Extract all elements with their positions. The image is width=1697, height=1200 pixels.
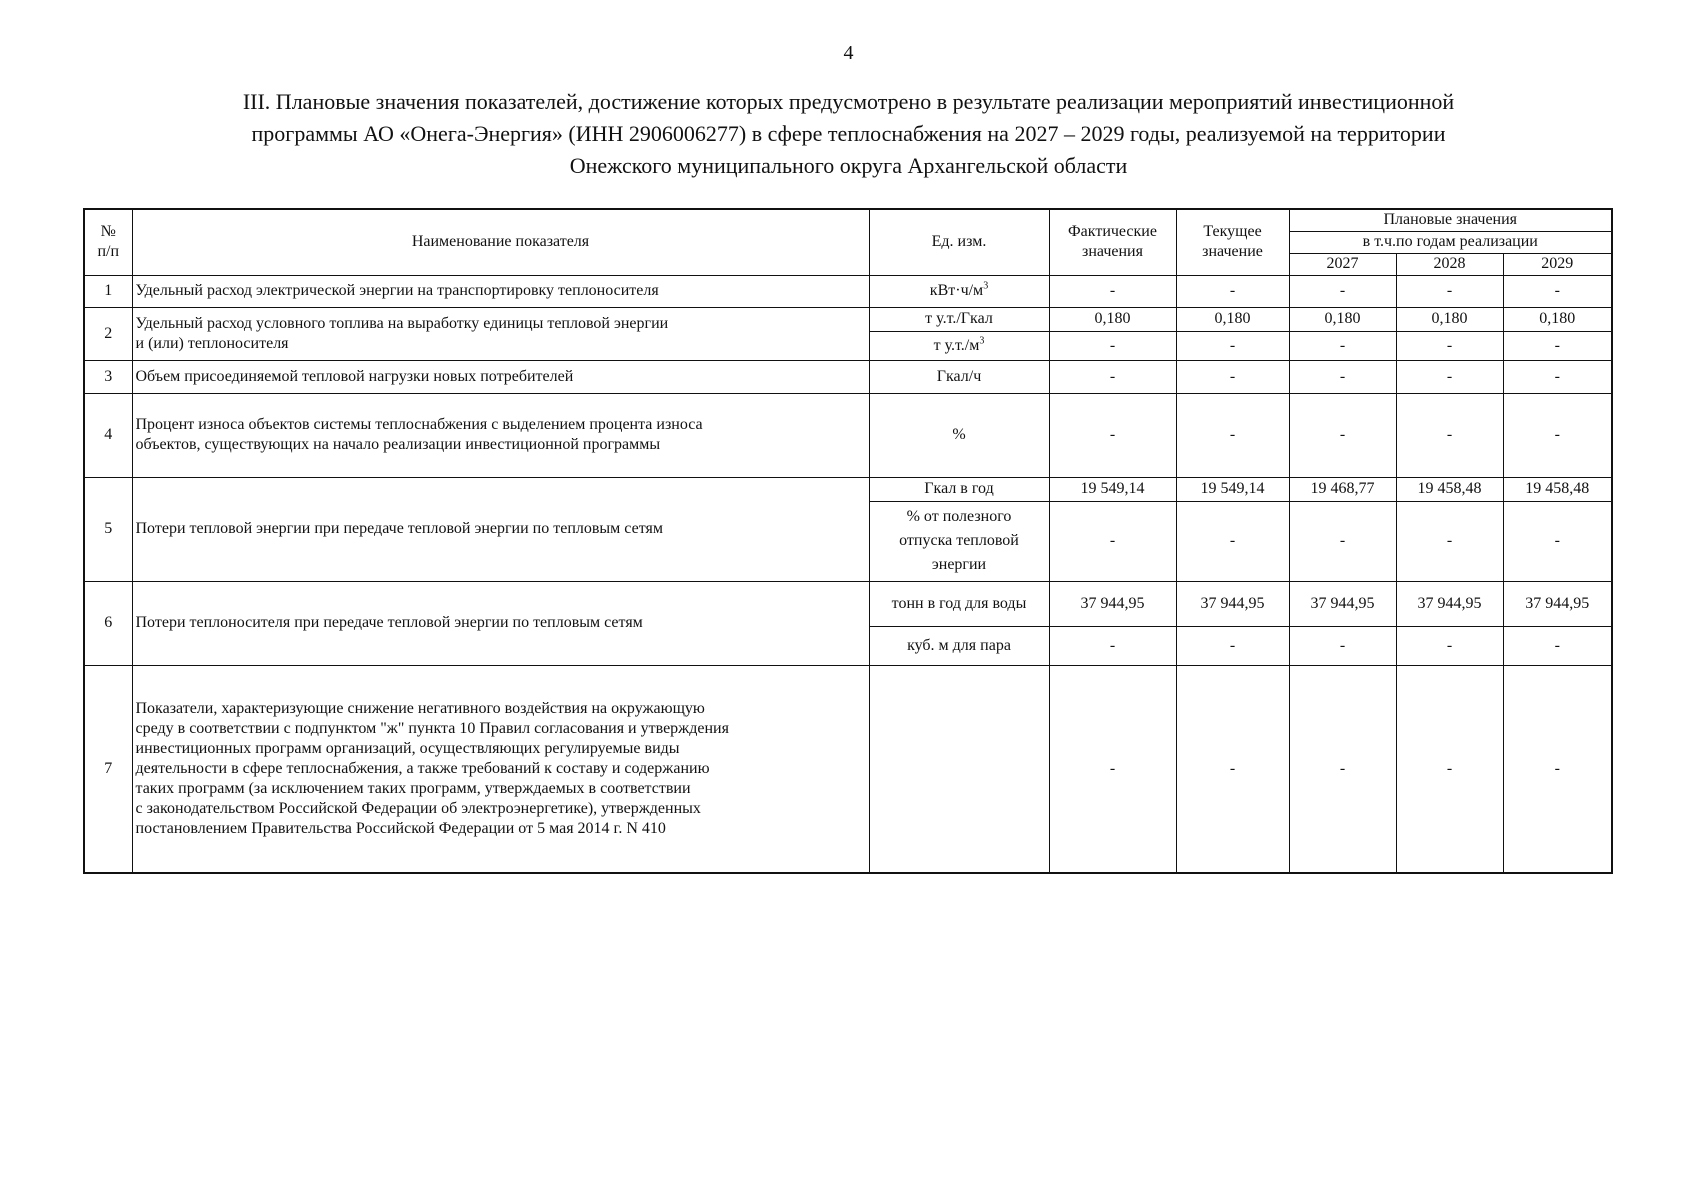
row-unit: т $у.т./м^3$	[869, 331, 1049, 360]
page-number: 4	[843, 42, 854, 64]
cell-2027: -	[1289, 501, 1396, 581]
header-year: 2028	[1396, 253, 1503, 275]
cell-2028: -	[1396, 393, 1503, 477]
cell-2027: 0,180	[1289, 307, 1396, 331]
title-line: программы АО «Онега-Энергия» (ИНН 2906006277) в сфере теплоснабжения на 2027 – 2029 годы, реализуемой на территории	[251, 121, 1446, 146]
cell-2029: -	[1503, 275, 1612, 307]
cell-current: -	[1176, 360, 1289, 393]
row-name: Удельный расход электрической энергии на транспортировку теплоносителя	[132, 275, 869, 307]
cell-actual: -	[1049, 393, 1176, 477]
cell-actual: -	[1049, 665, 1176, 873]
row-num: 5	[84, 477, 132, 581]
section-title	[100, 86, 1597, 182]
cell-current: -	[1176, 275, 1289, 307]
cell-2029: -	[1503, 360, 1612, 393]
cell-actual: 37 944,95	[1049, 581, 1176, 626]
cell-2028: 0,180	[1396, 307, 1503, 331]
cell-current: -	[1176, 665, 1289, 873]
row-name: Удельный расход условного топлива на выработку единицы тепловой энергии и (или) теплоносителя	[132, 307, 869, 360]
indicators-table	[83, 208, 1613, 874]
cell-2027: 19 468,77	[1289, 477, 1396, 501]
cell-2029: -	[1503, 393, 1612, 477]
cell-actual: -	[1049, 275, 1176, 307]
cell-current: 0,180	[1176, 307, 1289, 331]
row-unit: т у.т./Гкал	[869, 307, 1049, 331]
cell-current: -	[1176, 626, 1289, 665]
row-num: 3	[84, 360, 132, 393]
cell-actual: -	[1049, 331, 1176, 360]
table-row	[84, 665, 1612, 873]
cell-2028: -	[1396, 501, 1503, 581]
cell-current: -	[1176, 393, 1289, 477]
table-row	[84, 275, 1612, 307]
cell-2029: 0,180	[1503, 307, 1612, 331]
row-unit: % от полезного отпуска тепловой энергии	[869, 501, 1049, 581]
row-unit: %	[869, 393, 1049, 477]
cell-actual: 0,180	[1049, 307, 1176, 331]
table-row	[84, 360, 1612, 393]
header-actual: Фактические значения	[1049, 209, 1176, 275]
row-unit: Гкал/ч	[869, 360, 1049, 393]
cell-2029: -	[1503, 501, 1612, 581]
cell-current: 19 549,14	[1176, 477, 1289, 501]
row-num: 6	[84, 581, 132, 665]
title-line: III. Плановые значения показателей, достижение которых предусмотрено в результате реализации мероприятий инвестиционной	[242, 89, 1455, 114]
cell-current: -	[1176, 501, 1289, 581]
row-unit: куб. м для пара	[869, 626, 1049, 665]
cell-2029: -	[1503, 626, 1612, 665]
cell-actual: 19 549,14	[1049, 477, 1176, 501]
cell-2029: 37 944,95	[1503, 581, 1612, 626]
row-unit: Гкал в год	[869, 477, 1049, 501]
cell-2027: -	[1289, 275, 1396, 307]
table-row	[84, 477, 1612, 501]
cell-2028: -	[1396, 665, 1503, 873]
row-unit	[869, 665, 1049, 873]
cell-2028: 37 944,95	[1396, 581, 1503, 626]
cell-2027: -	[1289, 331, 1396, 360]
header-num: № п/п	[84, 209, 132, 275]
cell-2027: -	[1289, 393, 1396, 477]
row-num: 7	[84, 665, 132, 873]
cell-2027: -	[1289, 665, 1396, 873]
row-unit: тонн в год для воды	[869, 581, 1049, 626]
row-unit: $кВт\cdot ч/м^3$	[869, 275, 1049, 307]
row-name: Потери тепловой энергии при передаче тепловой энергии по тепловым сетям	[132, 477, 869, 581]
title-line: Онежского муниципального округа Архангельской области	[569, 153, 1128, 178]
cell-actual: -	[1049, 360, 1176, 393]
header-name: Наименование показателя	[132, 209, 869, 275]
cell-current: -	[1176, 331, 1289, 360]
header-year: 2029	[1503, 253, 1612, 275]
cell-2027: 37 944,95	[1289, 581, 1396, 626]
cell-2027: -	[1289, 626, 1396, 665]
cell-2029: -	[1503, 331, 1612, 360]
cell-2028: -	[1396, 626, 1503, 665]
row-num: 4	[84, 393, 132, 477]
cell-2029: 19 458,48	[1503, 477, 1612, 501]
cell-2028: -	[1396, 275, 1503, 307]
header-by-years: в т.ч.по годам реализации	[1289, 231, 1612, 253]
cell-2028: -	[1396, 360, 1503, 393]
header-year: 2027	[1289, 253, 1396, 275]
cell-2027: -	[1289, 360, 1396, 393]
header-planned: Плановые значения	[1289, 209, 1612, 231]
table-row	[84, 581, 1612, 626]
cell-actual: -	[1049, 626, 1176, 665]
cell-2028: 19 458,48	[1396, 477, 1503, 501]
row-num: 1	[84, 275, 132, 307]
cell-current: 37 944,95	[1176, 581, 1289, 626]
cell-2029: -	[1503, 665, 1612, 873]
row-name: Процент износа объектов системы теплоснабжения с выделением процента износа объектов, существующих на начало реализации инвестиционной программы	[132, 393, 869, 477]
row-name: Показатели, характеризующие снижение негативного воздействия на окружающую среду в соответствии с подпунктом "ж" пункта 10 Правил согласования и утверждения инвестиционных программ организаций, осуществляющих регулируемые виды деятельности в сфере теплоснабжения, а также требований к составу и содержанию таких программ (за исключением таких программ, утверждаемых в соответствии с законодательством Российской Федерации об электроэнергетике), утвержденных постановлением Правительства Российской Федерации от 5 мая 2014 г. N 410	[132, 665, 869, 873]
cell-actual: -	[1049, 501, 1176, 581]
row-name: Потери теплоносителя при передаче тепловой энергии по тепловым сетям	[132, 581, 869, 665]
header-unit: Ед. изм.	[869, 209, 1049, 275]
header-current: Текущее значение	[1176, 209, 1289, 275]
row-name: Объем присоединяемой тепловой нагрузки новых потребителей	[132, 360, 869, 393]
row-num: 2	[84, 307, 132, 360]
cell-2028: -	[1396, 331, 1503, 360]
table-row	[84, 307, 1612, 331]
table-row	[84, 393, 1612, 477]
